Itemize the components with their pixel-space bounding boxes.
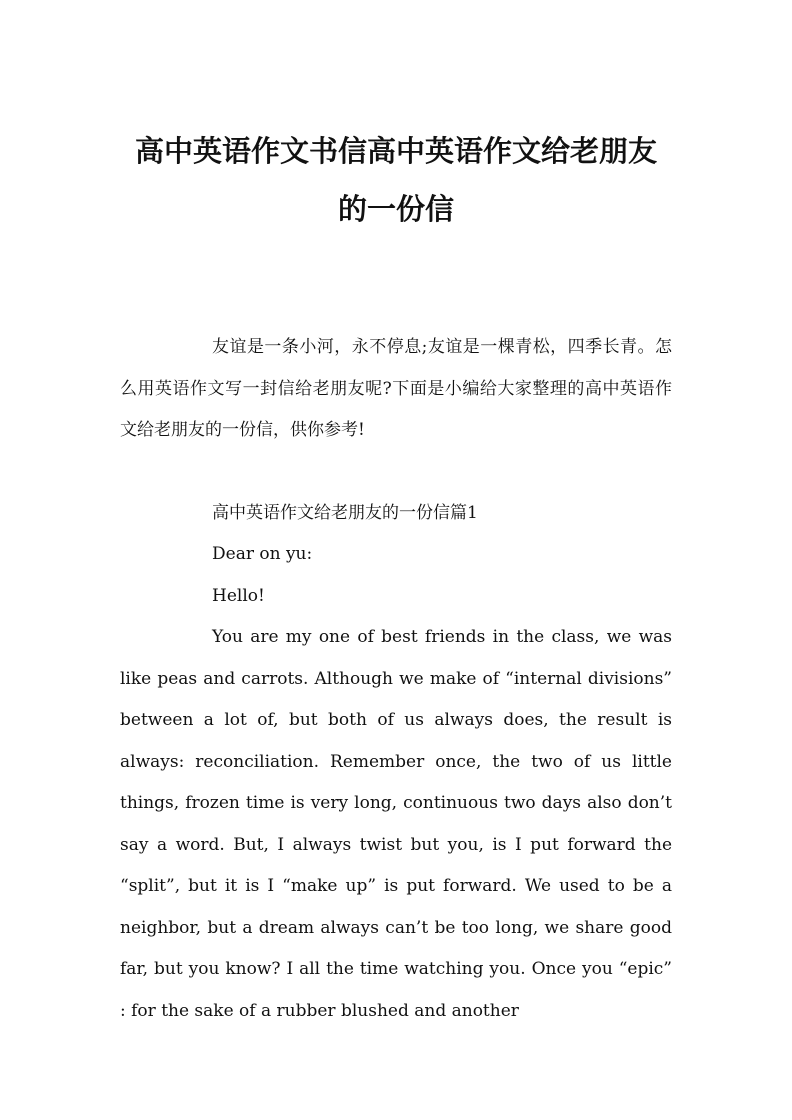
document-title — [120, 122, 672, 238]
paragraph-spacer — [120, 452, 672, 493]
title-line-1: 高中英语作文书信高中英语作文给老朋友 — [134, 134, 657, 168]
letter-greeting: Hello! — [212, 585, 265, 606]
document-body — [120, 327, 672, 1032]
section-heading: 高中英语作文给老朋友的一份信篇1 — [212, 502, 478, 523]
letter-body-paragraph: You are my one of best friends in the class, we was like peas and carrots. Although we make of “internal divisions” between a lot of, but both of us always does, the result is always: reconciliation. Remember once, the two of us little things, frozen time is very long, continuous two days also don’t say a word. But, I always twist but you, is I put forward the “split”, but it is I “make up” is put forward. We used to be a neighbor, but a dream always can’t be too long, we share good far, but you know? I all the time watching you. Once you “epic” : for the sake of a rubber blushed and another — [120, 627, 672, 1021]
letter-salutation: Dear on yu: — [212, 544, 313, 564]
title-line-2: 的一份信 — [337, 192, 454, 226]
intro-paragraph: 友谊是一条小河，永不停息;友谊是一棵青松，四季长青。怎么用英语作文写一封信给老朋友呢?下面是小编给大家整理的高中英语作文给老朋友的一份信，供你参考! — [120, 337, 672, 440]
